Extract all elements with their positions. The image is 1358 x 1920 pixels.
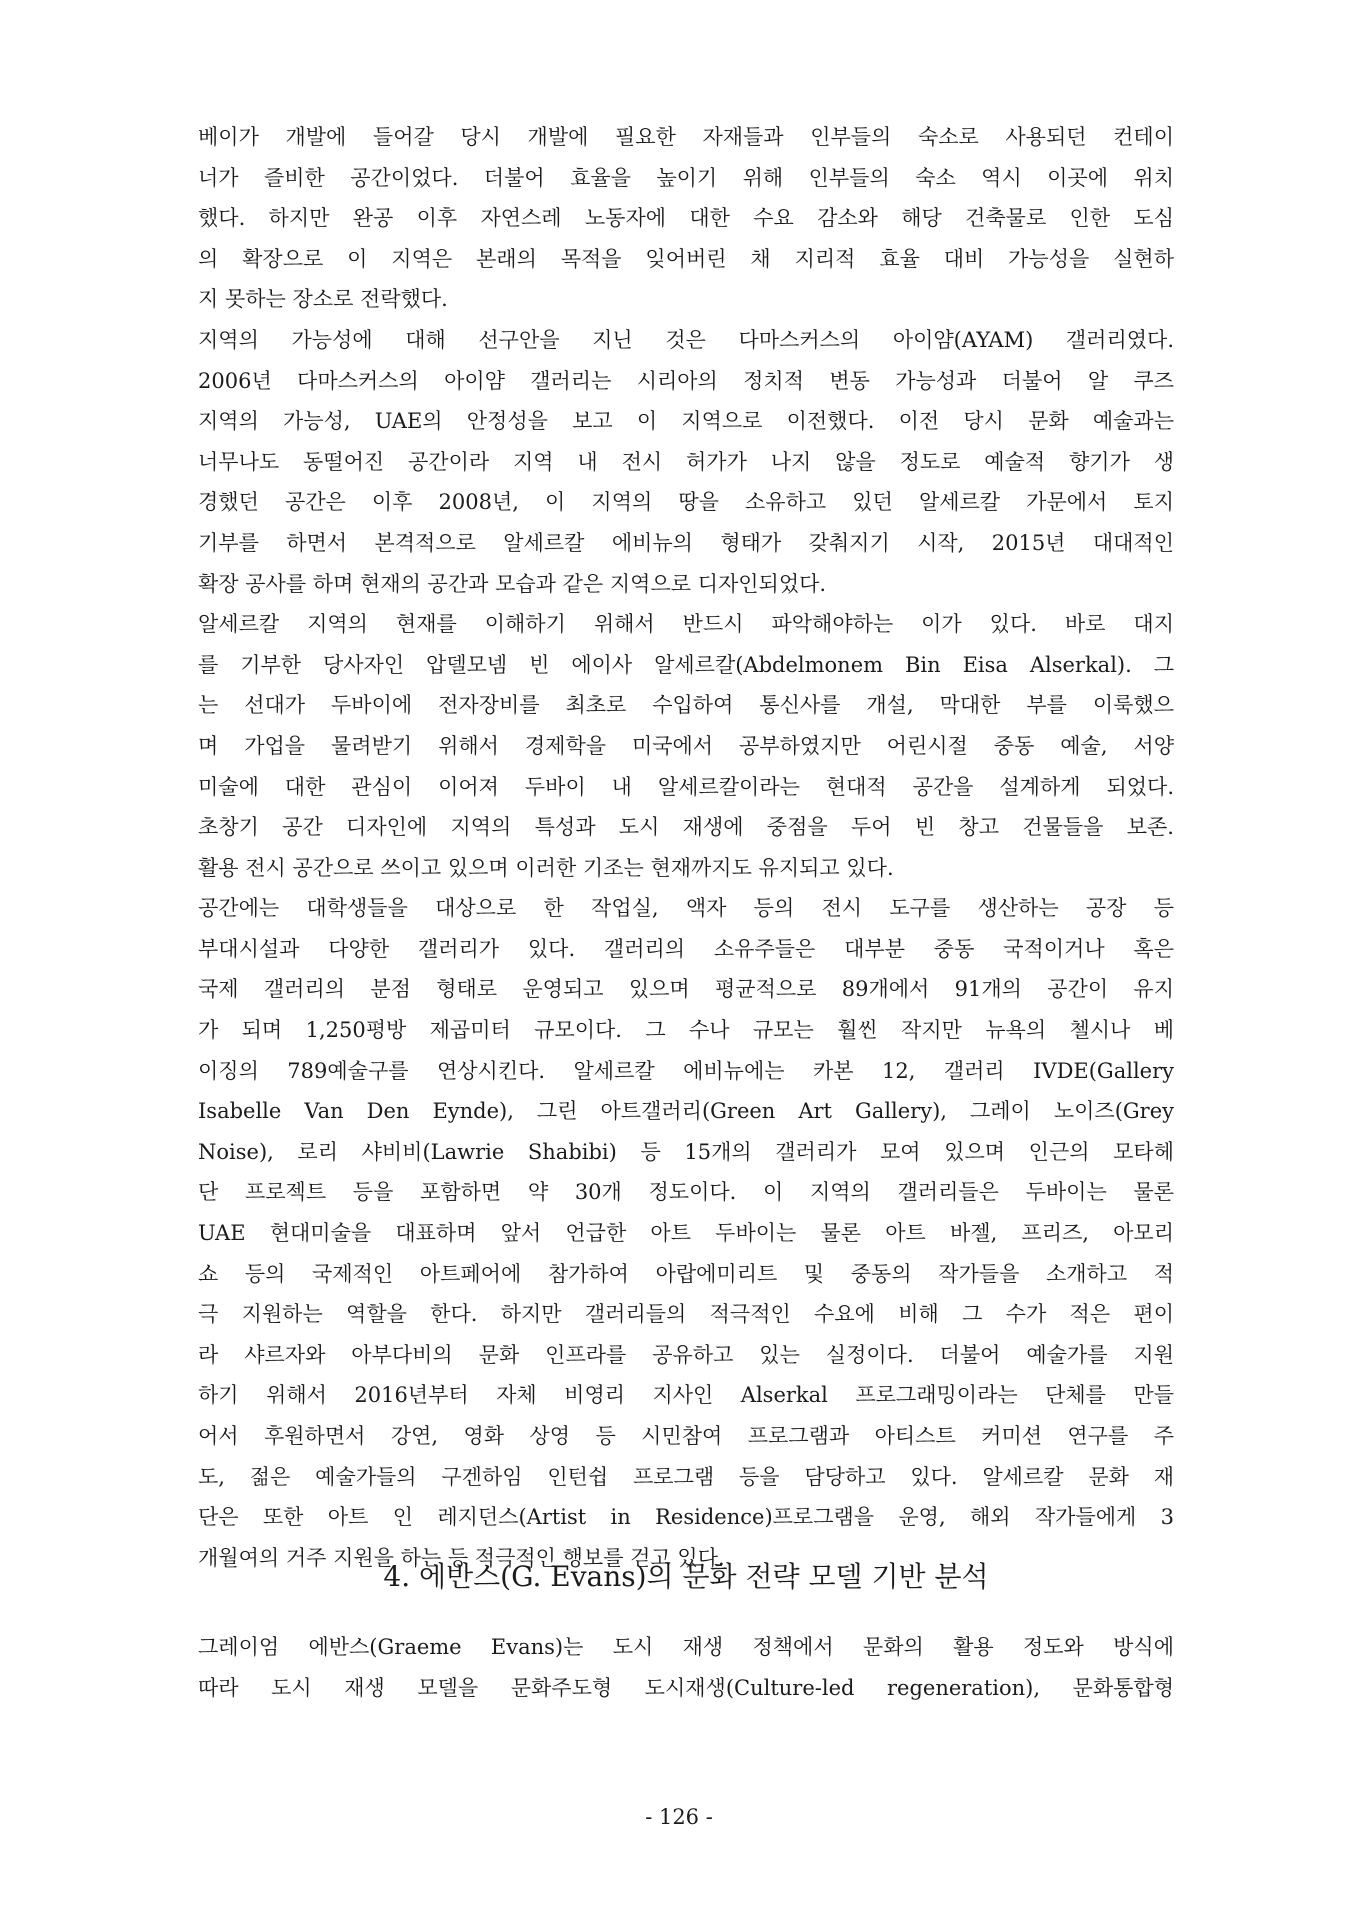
text-line: 알세르칼 지역의 현재를 이해하기 위해서 반드시 파악해야하는 이가 있다. 바로 대지 <box>198 612 1174 637</box>
text-line: 단은 또한 아트 인 레지던스(Artist in Residence)프로그램을 운영, 해외 작가들에게 3 <box>198 1505 1174 1530</box>
text-line: 개월여의 거주 지원을 하는 등 적극적인 행보를 걷고 있다. <box>198 1545 725 1570</box>
text-line: 는 선대가 두바이에 전자장비를 최초로 수입하여 통신사를 개설, 막대한 부를 이룩했으 <box>198 693 1174 718</box>
text-line: 지역의 가능성, UAE의 안정성을 보고 이 지역으로 이전했다. 이전 당시 문화 예술과는 <box>198 409 1174 434</box>
text-line: 부대시설과 다양한 갤러리가 있다. 갤러리의 소유주들은 대부분 중동 국적이거나 혹은 <box>198 936 1174 961</box>
text-line: 공간에는 대학생들을 대상으로 한 작업실, 액자 등의 전시 도구를 생산하는 공장 등 <box>198 896 1174 921</box>
text-line: 어서 후원하면서 강연, 영화 상영 등 시민참여 프로그램과 아티스트 커미션 연구를 주 <box>198 1424 1174 1448</box>
text-line: 너가 즐비한 공간이었다. 더불어 효율을 높이기 위해 인부들의 숙소 역시 이곳에 위치 <box>198 165 1174 190</box>
text-line: 지 못하는 장소로 전락했다. <box>198 287 448 312</box>
text-line: 너무나도 동떨어진 공간이라 지역 내 전시 허가가 나지 않을 정도로 예술적 향기가 생 <box>198 449 1174 474</box>
text-line: 했다. 하지만 완공 이후 자연스레 노동자에 대한 수요 감소와 해당 건축물로 인한 도심 <box>198 206 1174 231</box>
text-line: 하기 위해서 2016년부터 자체 비영리 지사인 Alserkal 프로그래밍이라는 단체를 만들 <box>198 1383 1174 1408</box>
text-line: Isabelle Van Den Eynde), 그린 아트갤러리(Green Art Gallery), 그레이 노이즈(Grey <box>198 1099 1174 1124</box>
text-line: 이징의 789예술구를 연상시킨다. 알세르칼 에비뉴에는 카본 12, 갤러리 IVDE(Gallery <box>198 1058 1174 1083</box>
text-line: 2006년 다마스커스의 아이얌 갤러리는 시리아의 정치적 변동 가능성과 더불어 알 쿠즈 <box>198 368 1174 393</box>
section-heading: 4. 에반스(G. Evans)의 문화 전략 모델 기반 분석 <box>383 1560 989 1593</box>
text-line: UAE 현대미술을 대표하며 앞서 언급한 아트 두바이는 물론 아트 바젤, 프리즈, 아모리 <box>198 1221 1174 1246</box>
text-line: 따라 도시 재생 모델을 문화주도형 도시재생(Culture-led regeneration), 문화통합형 <box>198 1675 1174 1700</box>
text-line: 그레이엄 에반스(Graeme Evans)는 도시 재생 정책에서 문화의 활용 정도와 방식에 <box>198 1635 1174 1659</box>
text-line: 가 되며 1,250평방 제곱미터 규모이다. 그 수나 규모는 훨씬 작지만 뉴욕의 첼시나 베 <box>198 1018 1174 1043</box>
text-line: 라 샤르자와 아부다비의 문화 인프라를 공유하고 있는 실정이다. 더불어 예술가를 지원 <box>198 1342 1174 1367</box>
text-line: 경했던 공간은 이후 2008년, 이 지역의 땅을 소유하고 있던 알세르칼 가문에서 토지 <box>198 490 1174 515</box>
text-line: 를 기부한 당사자인 압델모넴 빈 에이사 알세르칼(Abdelmonem Bin Eisa Alserkal). 그 <box>198 652 1174 677</box>
text-line: 활용 전시 공간으로 쓰이고 있으며 이러한 기조는 현재까지도 유지되고 있다. <box>198 855 894 880</box>
page-number: - 126 - <box>645 1805 713 1829</box>
text-line: 지역의 가능성에 대해 선구안을 지닌 것은 다마스커스의 아이얌(AYAM) 갤러리였다. <box>198 327 1174 352</box>
text-line: 극 지원하는 역할을 한다. 하지만 갤러리들의 적극적인 수요에 비해 그 수가 적은 편이 <box>198 1302 1174 1327</box>
text-line: 단 프로젝트 등을 포함하면 약 30개 정도이다. 이 지역의 갤러리들은 두바이는 물론 <box>198 1180 1174 1205</box>
text-line: 국제 갤러리의 분점 형태로 운영되고 있으며 평균적으로 89개에서 91개의 공간이 유지 <box>198 977 1174 1002</box>
section-body-text <box>198 1627 1174 1708</box>
text-line: 미술에 대한 관심이 이어져 두바이 내 알세르칼이라는 현대적 공간을 설계하게 되었다. <box>198 774 1174 799</box>
body-text <box>198 117 1174 1578</box>
text-line: 의 확장으로 이 지역은 본래의 목적을 잊어버린 채 지리적 효율 대비 가능성을 실현하 <box>198 246 1174 271</box>
text-line: 기부를 하면서 본격적으로 알세르칼 에비뉴의 형태가 갖춰지기 시작, 2015년 대대적인 <box>198 530 1174 555</box>
text-line: Noise), 로리 샤비비(Lawrie Shabibi) 등 15개의 갤러리가 모여 있으며 인근의 모타헤 <box>198 1139 1174 1164</box>
text-line: 며 가업을 물려받기 위해서 경제학을 미국에서 공부하였지만 어린시절 중동 예술, 서양 <box>198 733 1174 758</box>
text-line: 쇼 등의 국제적인 아트페어에 참가하여 아랍에미리트 및 중동의 작가들을 소개하고 적 <box>198 1261 1174 1286</box>
text-line: 도, 젊은 예술가들의 구겐하임 인턴쉽 프로그램 등을 담당하고 있다. 알세르칼 문화 재 <box>198 1464 1174 1489</box>
text-line: 초창기 공간 디자인에 지역의 특성과 도시 재생에 중점을 두어 빈 창고 건물들을 보존. <box>198 815 1174 840</box>
text-line: 베이가 개발에 들어갈 당시 개발에 필요한 자재들과 인부들의 숙소로 사용되던 컨테이 <box>198 125 1174 149</box>
text-line: 확장 공사를 하며 현재의 공간과 모습과 같은 지역으로 디자인되었다. <box>198 571 827 596</box>
